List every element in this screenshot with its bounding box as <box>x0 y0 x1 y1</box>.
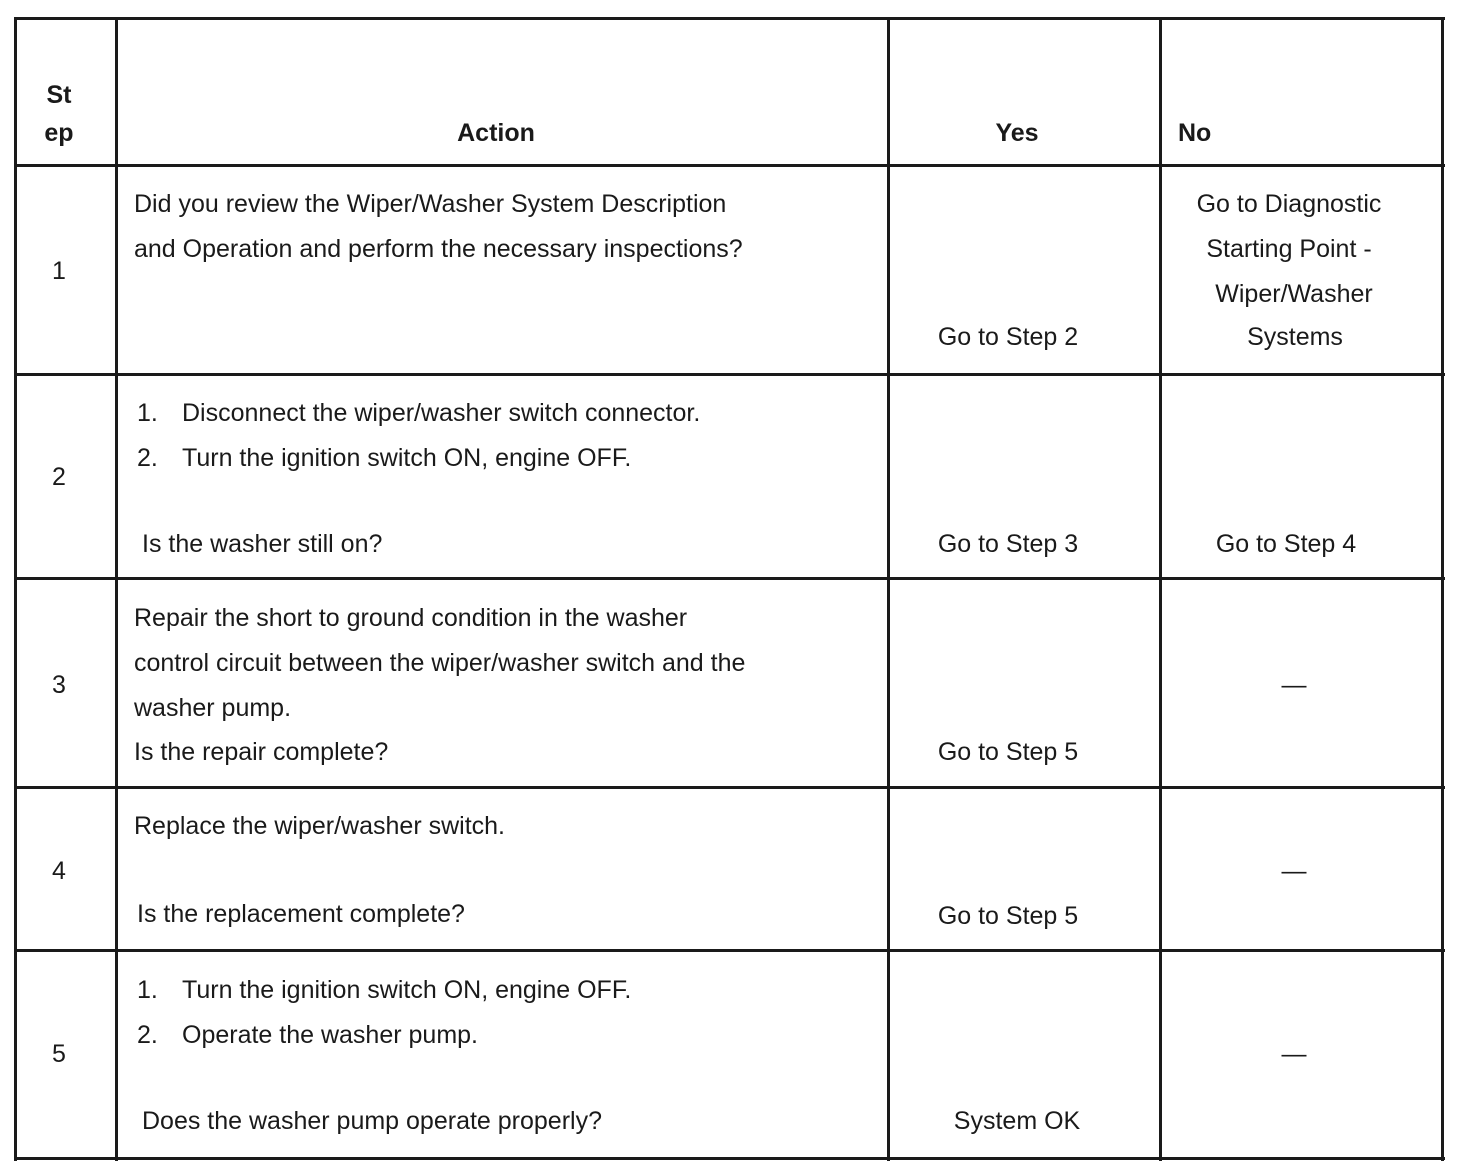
header-action: Action <box>457 119 535 147</box>
column-divider <box>887 17 890 1161</box>
action-line: control circuit between the wiper/washer switch and the <box>134 649 746 677</box>
header-step-line2: ep <box>44 119 74 147</box>
header-step-line1: St <box>46 81 72 109</box>
no-result-line: Systems <box>1247 323 1343 351</box>
header-yes: Yes <box>995 119 1039 147</box>
no-result-line: Go to Diagnostic <box>1196 190 1382 218</box>
step-number: 3 <box>52 671 66 699</box>
header-no: No <box>1178 119 1212 147</box>
list-item: Disconnect the wiper/washer switch connector. <box>182 399 701 427</box>
list-item: Operate the washer pump. <box>182 1021 478 1049</box>
table-border-left <box>14 17 17 1161</box>
row-divider <box>14 949 1445 952</box>
no-result-line: Wiper/Washer <box>1215 280 1373 308</box>
list-number: 2. <box>137 444 158 472</box>
row-divider <box>14 786 1445 789</box>
step-number: 1 <box>52 257 66 285</box>
action-question: Is the replacement complete? <box>137 900 465 928</box>
yes-result: Go to Step 5 <box>937 902 1079 930</box>
no-result-dash: — <box>1281 857 1307 885</box>
no-result-dash: — <box>1281 1040 1307 1068</box>
list-item: Turn the ignition switch ON, engine OFF. <box>182 444 632 472</box>
step-number: 5 <box>52 1040 66 1068</box>
row-divider <box>14 373 1445 376</box>
action-line: washer pump. <box>134 694 292 722</box>
no-result: Go to Step 4 <box>1215 530 1357 558</box>
list-number: 2. <box>137 1021 158 1049</box>
no-result-line: Starting Point - <box>1206 235 1372 263</box>
action-question: Is the repair complete? <box>134 738 389 766</box>
action-question: Does the washer pump operate properly? <box>142 1107 602 1135</box>
table-border-bottom <box>14 1157 1445 1160</box>
column-divider <box>1159 17 1162 1161</box>
header-divider <box>14 164 1445 167</box>
yes-result: Go to Step 5 <box>937 738 1079 766</box>
row-divider <box>14 577 1445 580</box>
action-line: Replace the wiper/washer switch. <box>134 812 505 840</box>
table-border-right <box>1441 17 1444 1161</box>
no-result-dash: — <box>1281 671 1307 699</box>
action-line: Did you review the Wiper/Washer System Description <box>134 190 727 218</box>
column-divider <box>115 17 118 1161</box>
action-line: Repair the short to ground condition in the washer <box>134 604 688 632</box>
list-item: Turn the ignition switch ON, engine OFF. <box>182 976 632 1004</box>
step-number: 2 <box>52 463 66 491</box>
action-line: and Operation and perform the necessary inspections? <box>134 235 743 263</box>
yes-result: Go to Step 2 <box>937 323 1079 351</box>
yes-result: Go to Step 3 <box>937 530 1079 558</box>
action-question: Is the washer still on? <box>142 530 383 558</box>
step-number: 4 <box>52 857 66 885</box>
table-border-top <box>14 17 1445 20</box>
list-number: 1. <box>137 976 158 1004</box>
yes-result: System OK <box>953 1107 1081 1135</box>
list-number: 1. <box>137 399 158 427</box>
